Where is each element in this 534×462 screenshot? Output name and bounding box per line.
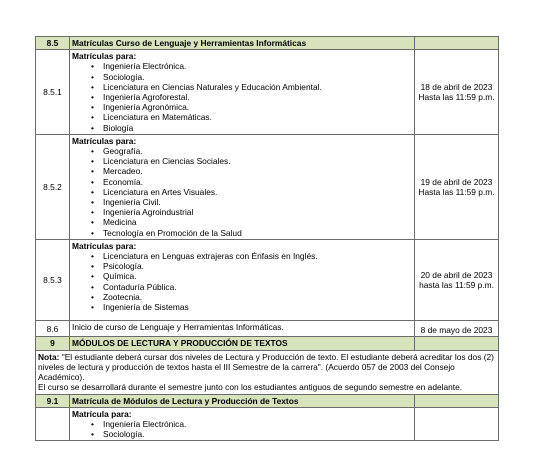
bullet-icon: • [91, 146, 94, 157]
program-list [72, 251, 412, 312]
list-item-text: Ingeniería Agroforestal. [103, 92, 190, 103]
bullet-icon: • [91, 166, 94, 177]
date-cell [415, 394, 499, 407]
bullet-icon: • [91, 186, 94, 197]
row-8-5-1 [36, 50, 499, 135]
note-text-2: El curso se desarrollará durante el semestre junto con los estudiantes antiguos de segundo semestre en adelante. [38, 382, 463, 393]
program-list [72, 419, 412, 439]
note-text: "El estudiante deberá cursar dos niveles de Lectura y Producción de texto. El estudiante deberá acreditar los dos (2) niveles de lectura y producción de textos hasta el III Semestre de la carrera". (Acuerdo 057 de 2003 del Consejo Académico). [38, 351, 494, 383]
list-item-text: Licenciatura en Matemáticas. [103, 112, 212, 123]
list-item-text: Ingeniería Civil. [103, 197, 161, 208]
list-item-text: Zootecnia. [103, 291, 143, 302]
time-text: Hasta las 11:59 p.m. [418, 186, 495, 197]
schedule-table [35, 36, 499, 441]
row-number: 8.5.3 [36, 239, 70, 320]
program-list-cell [70, 407, 415, 441]
list-item [91, 217, 412, 227]
list-label: Matrícula para: [72, 408, 132, 419]
date-cell [415, 407, 499, 441]
list-item [91, 261, 412, 271]
row-number: 8.6 [36, 321, 70, 337]
bullet-icon: • [91, 291, 94, 302]
row-8-5 [36, 37, 499, 50]
list-item-text: Licenciatura en Ciencias Naturales y Educación Ambiental. [103, 81, 322, 92]
list-item-text: Química. [103, 271, 137, 282]
program-list-cell [70, 134, 415, 239]
bullet-icon: • [91, 251, 94, 262]
list-item [91, 112, 412, 122]
row-9-1-1 [36, 407, 499, 441]
row-9-1 [36, 394, 499, 407]
list-label: Matrículas para: [72, 135, 137, 146]
row-number: 8.5.2 [36, 134, 70, 239]
bullet-icon: • [91, 176, 94, 187]
list-item-text: Sociología. [103, 71, 145, 82]
list-item-text: Ingeniería Agronómica. [103, 102, 190, 113]
program-list [72, 146, 412, 238]
time-text: Hasta las 11:59 p.m. [418, 92, 495, 103]
list-item [91, 187, 412, 197]
list-item [91, 419, 412, 429]
list-item [91, 282, 412, 292]
date-cell [415, 239, 499, 320]
list-item [91, 82, 412, 92]
date-cell [415, 337, 499, 350]
section-title: Matrícula de Módulos de Lectura y Producción de Textos [70, 394, 415, 407]
list-label: Matrículas para: [72, 51, 137, 62]
row-number: 8.5.1 [36, 50, 70, 135]
list-item [91, 228, 412, 238]
list-item-text: Contaduría Pública. [103, 281, 177, 292]
row-8-5-3 [36, 239, 499, 320]
list-item-text: Psicología. [103, 261, 144, 272]
bullet-icon: • [91, 302, 94, 313]
bullet-icon: • [91, 156, 94, 167]
list-item-text: Ingeniería de Sistemas [103, 302, 189, 313]
list-item-text: Medicina [103, 217, 137, 228]
list-item [91, 72, 412, 82]
row-number: 9 [36, 337, 70, 350]
list-item-text: Ingeniería Electrónica. [103, 61, 187, 72]
row-8-5-2 [36, 134, 499, 239]
list-item [91, 102, 412, 112]
list-item [91, 156, 412, 166]
list-item [91, 302, 412, 312]
bullet-icon: • [91, 197, 94, 208]
time-text: hasta las 11:59 p.m. [419, 280, 494, 291]
list-item-text: Geografía. [103, 146, 143, 157]
row-8-6 [36, 321, 499, 337]
list-item-text: Mercadeo. [103, 166, 143, 177]
note-cell [36, 350, 499, 394]
section-title: Matrículas Curso de Lenguaje y Herramientas Informáticas [70, 37, 415, 50]
list-item-text: Biología [103, 122, 134, 133]
list-item [91, 177, 412, 187]
row-number: 9.1 [36, 394, 70, 407]
program-list-cell [70, 50, 415, 135]
note-label: Nota: [38, 351, 60, 362]
date-cell [415, 134, 499, 239]
bullet-icon: • [91, 217, 94, 228]
date-text: 19 de abril de 2023 [420, 176, 493, 187]
list-item-text: Licenciatura en Artes Visuales. [103, 186, 218, 197]
list-item [91, 92, 412, 102]
bullet-icon: • [91, 61, 94, 72]
bullet-icon: • [91, 281, 94, 292]
bullet-icon: • [91, 71, 94, 82]
date-cell [415, 50, 499, 135]
bullet-icon: • [91, 102, 94, 113]
row-note [36, 350, 499, 394]
section-title: MÓDULOS DE LECTURA Y PRODUCCIÓN DE TEXTOS [70, 337, 415, 350]
list-item [91, 166, 412, 176]
program-list [72, 61, 412, 132]
bullet-icon: • [91, 122, 94, 133]
row-number: 8.5 [36, 37, 70, 50]
bullet-icon: • [91, 271, 94, 282]
date-cell: 8 de mayo de 2023 [415, 321, 499, 337]
list-item-text: Ingeniería Agroindustrial [103, 207, 194, 218]
list-item [91, 197, 412, 207]
list-item [91, 207, 412, 217]
list-item-text: Economía. [103, 176, 144, 187]
list-item [91, 123, 412, 133]
bullet-icon: • [91, 261, 94, 272]
bullet-icon: • [91, 112, 94, 123]
list-item [91, 251, 412, 261]
list-item-text: Licenciatura en Lenguas extrajeras con Énfasis en Inglés. [103, 251, 318, 262]
bullet-icon: • [91, 92, 94, 103]
row-text: Inicio de curso de Lenguaje y Herramientas Informáticas. [70, 321, 415, 337]
list-item-text: Tecnología en Promoción de la Salud [103, 227, 242, 238]
bullet-icon: • [91, 418, 94, 429]
list-item [91, 271, 412, 281]
list-item [91, 429, 412, 439]
bullet-icon: • [91, 81, 94, 92]
list-item-text: Licenciatura en Ciencias Sociales. [103, 156, 231, 167]
program-list-cell [70, 239, 415, 320]
date-text: 20 de abril de 2023 [420, 269, 493, 280]
row-number [36, 407, 70, 441]
list-label: Matrículas para: [72, 240, 137, 251]
bullet-icon: • [91, 429, 94, 440]
list-item-text: Ingeniería Electrónica. [103, 418, 187, 429]
list-item [91, 292, 412, 302]
list-item [91, 146, 412, 156]
date-cell [415, 37, 499, 50]
list-item-text: Sociología. [103, 429, 145, 440]
list-item [91, 61, 412, 71]
date-text: 18 de abril de 2023 [420, 81, 493, 92]
bullet-icon: • [91, 227, 94, 238]
bullet-icon: • [91, 207, 94, 218]
row-9 [36, 337, 499, 350]
